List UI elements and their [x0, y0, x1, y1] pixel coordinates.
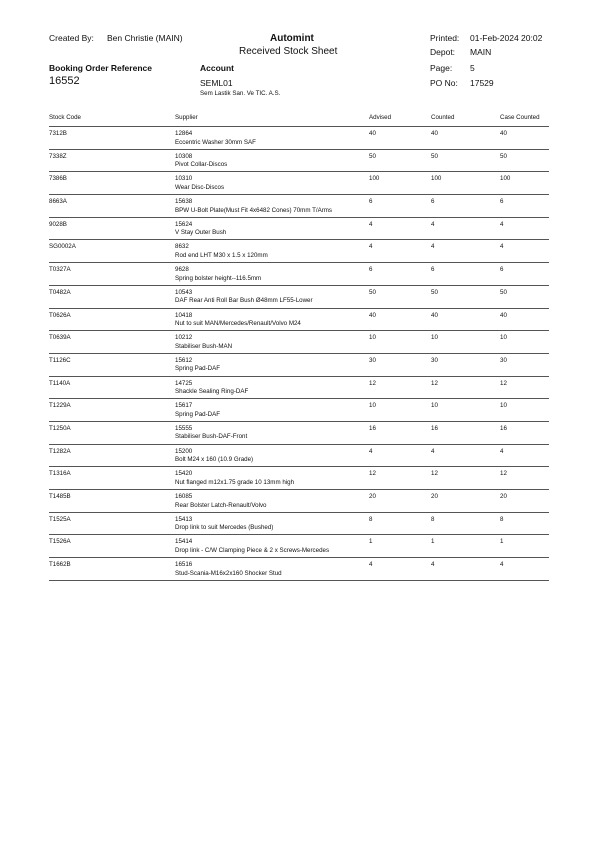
table-row [49, 444, 549, 467]
item-description: Nut flanged m12x1.75 grade 10 13mm high [175, 478, 295, 486]
po-label: PO No: [430, 78, 458, 88]
counted-qty: 4 [431, 220, 435, 228]
case-counted-qty: 4 [500, 447, 504, 455]
case-counted-qty: 6 [500, 198, 504, 206]
counted-qty: 20 [431, 493, 438, 500]
table-row [49, 171, 549, 194]
supplier-code: 10543 [175, 288, 193, 296]
item-description: Pivot Collar-Discos [175, 161, 228, 169]
booking-ref-value: 16552 [49, 75, 80, 87]
case-counted-qty: 1 [500, 538, 504, 546]
case-counted-qty: 10 [500, 402, 507, 410]
advised-qty: 30 [369, 356, 376, 364]
col-case-counted: Case Counted [500, 114, 540, 121]
item-description: Spring Pad-DAF [175, 365, 221, 373]
stock-code: T1485B [49, 493, 71, 500]
advised-qty: 50 [369, 288, 376, 296]
stock-code: T0482A [49, 288, 71, 296]
item-description: DAF Rear Anti Roll Bar Bush Ø48mm LF55-Lower [175, 297, 313, 305]
advised-qty: 100 [369, 175, 380, 183]
counted-qty: 6 [431, 266, 435, 274]
table-row [49, 512, 549, 535]
booking-ref-label: Booking Order Reference [49, 63, 152, 73]
po-number: 17529 [470, 78, 494, 88]
counted-qty: 50 [431, 288, 438, 296]
stock-code: T1526A [49, 538, 71, 546]
counted-qty: 10 [431, 402, 438, 410]
item-description: Bolt M24 x 160 (10.9 Grade) [175, 456, 254, 464]
supplier-code: 12864 [175, 130, 193, 137]
stock-code: 7338Z [49, 152, 67, 160]
table-row [49, 466, 549, 489]
stock-table [49, 126, 549, 581]
counted-qty: 40 [431, 130, 438, 137]
item-description: Wear Disc-Discos [175, 183, 225, 191]
page-label: Page: [430, 63, 453, 73]
item-description: Stabiliser Bush-MAN [175, 342, 233, 350]
supplier-code: 14725 [175, 379, 193, 387]
created-by-label: Created By: [49, 33, 94, 43]
advised-qty: 10 [369, 334, 376, 342]
stock-code: SG0002A [49, 243, 76, 251]
advised-qty: 40 [369, 130, 376, 137]
case-counted-qty: 6 [500, 266, 504, 274]
advised-qty: 20 [369, 493, 376, 500]
item-description: Stud-Scania-M16x2x160 Shocker Stud [175, 569, 282, 577]
table-row [49, 376, 549, 399]
printed-label: Printed: [430, 33, 460, 43]
col-counted: Counted [431, 114, 455, 121]
table-row [49, 421, 549, 444]
case-counted-qty: 4 [500, 243, 504, 251]
stock-code: T1250A [49, 424, 71, 432]
counted-qty: 12 [431, 379, 438, 387]
supplier-code: 15624 [175, 220, 193, 228]
stock-code: 7312B [49, 130, 67, 137]
counted-qty: 12 [431, 470, 438, 478]
item-description: Spring bolster height--116.5mm [175, 274, 262, 282]
stock-code: T1316A [49, 470, 71, 478]
advised-qty: 6 [369, 198, 373, 206]
supplier-code: 15638 [175, 198, 193, 206]
supplier-code: 10212 [175, 334, 193, 342]
counted-qty: 4 [431, 243, 435, 251]
item-description: Eccentric Washer 30mm SAF [175, 138, 256, 146]
case-counted-qty: 100 [500, 175, 511, 183]
table-row [49, 308, 549, 331]
advised-qty: 12 [369, 470, 376, 478]
counted-qty: 40 [431, 311, 438, 319]
item-description: Rear Bolster Latch-Renault/Volvo [175, 501, 267, 509]
supplier-code: 16516 [175, 561, 193, 569]
stock-code: T1140A [49, 379, 71, 387]
table-row [49, 126, 549, 149]
case-counted-qty: 40 [500, 311, 507, 319]
supplier-code: 8632 [175, 243, 189, 251]
advised-qty: 50 [369, 152, 376, 160]
depot-label: Depot: [430, 47, 456, 57]
counted-qty: 4 [431, 447, 435, 455]
depot-value: MAIN [470, 47, 492, 57]
supplier-code: 15414 [175, 538, 193, 546]
supplier-code: 15555 [175, 424, 193, 432]
supplier-code: 16085 [175, 493, 193, 500]
counted-qty: 50 [431, 152, 438, 160]
col-stock-code: Stock Code [49, 114, 81, 121]
table-row [49, 239, 549, 262]
col-supplier: Supplier [175, 114, 198, 121]
supplier-code: 15612 [175, 356, 193, 364]
supplier-code: 15617 [175, 402, 193, 410]
item-description: Rod end LHT M30 x 1.5 x 120mm [175, 251, 268, 259]
table-row [49, 398, 549, 421]
case-counted-qty: 8 [500, 515, 504, 523]
advised-qty: 4 [369, 561, 373, 569]
advised-qty: 12 [369, 379, 376, 387]
case-counted-qty: 10 [500, 334, 507, 342]
counted-qty: 4 [431, 561, 435, 569]
stock-code: T0327A [49, 266, 71, 274]
case-counted-qty: 16 [500, 424, 507, 432]
table-row [49, 149, 549, 172]
stock-code: 7386B [49, 175, 67, 183]
counted-qty: 10 [431, 334, 438, 342]
case-counted-qty: 4 [500, 561, 504, 569]
created-by-value: Ben Christie (MAIN) [107, 33, 183, 43]
page-number: 5 [470, 63, 475, 73]
supplier-code: 9628 [175, 266, 189, 274]
case-counted-qty: 40 [500, 130, 507, 137]
advised-qty: 8 [369, 515, 373, 523]
table-row [49, 353, 549, 376]
counted-qty: 16 [431, 424, 438, 432]
case-counted-qty: 12 [500, 470, 507, 478]
stock-code: T1126C [49, 356, 71, 364]
stock-code: T0626A [49, 311, 71, 319]
item-description: Nut to suit MAN/Mercedes/Renault/Volvo M24 [175, 320, 301, 327]
case-counted-qty: 30 [500, 356, 507, 364]
table-row [49, 489, 549, 512]
case-counted-qty: 12 [500, 379, 507, 387]
table-row [49, 330, 549, 353]
item-description: Spring Pad-DAF [175, 410, 221, 418]
stock-code: T1525A [49, 515, 71, 523]
supplier-code: 10308 [175, 152, 193, 160]
table-row [49, 217, 549, 240]
stock-code: 9028B [49, 220, 67, 228]
case-counted-qty: 20 [500, 493, 507, 500]
item-description: Drop link to suit Mercedes (Bushed) [175, 524, 274, 532]
item-description: Stabiliser Bush-DAF-Front [175, 433, 248, 441]
counted-qty: 8 [431, 515, 435, 523]
counted-qty: 30 [431, 356, 438, 364]
company-name: Automint [270, 33, 314, 44]
account-name: Sem Lastik San. Ve TIC. A.S. [200, 90, 281, 97]
col-advised: Advised [369, 114, 392, 121]
advised-qty: 6 [369, 266, 373, 274]
advised-qty: 10 [369, 402, 376, 410]
stock-code: 8663A [49, 198, 67, 206]
stock-code: T0639A [49, 334, 71, 342]
item-description: V Stay Outer Bush [175, 229, 227, 237]
table-row [49, 285, 549, 308]
table-row [49, 262, 549, 285]
table-row [49, 557, 549, 581]
table-row [49, 194, 549, 217]
item-description: BPW U-Bolt Plate(Must Fit 4x6482 Cones) 70mm T/Arms [175, 206, 333, 214]
advised-qty: 4 [369, 243, 373, 251]
account-code: SEML01 [200, 78, 233, 88]
supplier-code: 15200 [175, 447, 193, 455]
advised-qty: 1 [369, 538, 373, 546]
advised-qty: 40 [369, 311, 376, 319]
account-label: Account [200, 63, 234, 73]
advised-qty: 4 [369, 220, 373, 228]
stock-code: T1282A [49, 447, 71, 455]
case-counted-qty: 4 [500, 220, 504, 228]
advised-qty: 16 [369, 424, 376, 432]
stock-code: T1229A [49, 402, 71, 410]
printed-value: 01-Feb-2024 20:02 [470, 33, 543, 43]
stock-code: T1662B [49, 561, 71, 569]
advised-qty: 4 [369, 447, 373, 455]
supplier-code: 10310 [175, 175, 193, 183]
case-counted-qty: 50 [500, 288, 507, 296]
item-description: Shackle Sealing Ring-DAF [175, 388, 249, 396]
case-counted-qty: 50 [500, 152, 507, 160]
counted-qty: 1 [431, 538, 435, 546]
counted-qty: 6 [431, 198, 435, 206]
document-title: Received Stock Sheet [239, 46, 338, 57]
item-description: Drop link - C/W Clamping Piece & 2 x Screws-Mercedes [175, 546, 330, 554]
table-row [49, 534, 549, 557]
supplier-code: 10418 [175, 311, 193, 319]
supplier-code: 15413 [175, 515, 193, 523]
supplier-code: 15420 [175, 470, 193, 478]
counted-qty: 100 [431, 175, 442, 183]
